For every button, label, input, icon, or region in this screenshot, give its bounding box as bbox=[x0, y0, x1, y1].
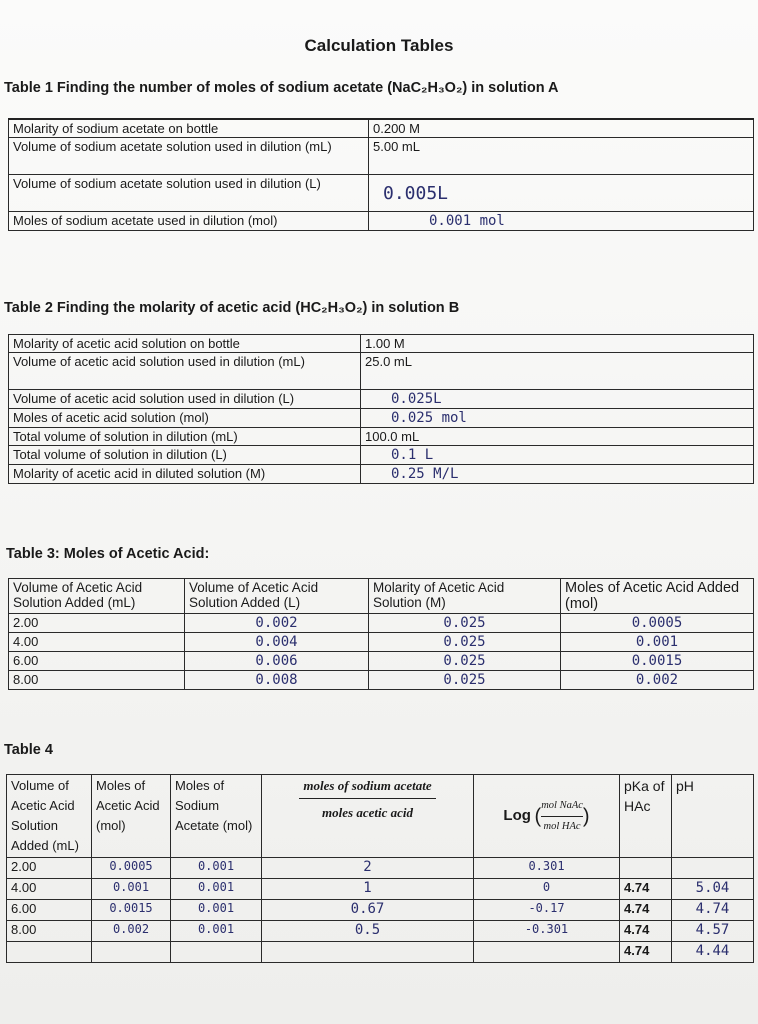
table-cell: 2.00 bbox=[9, 614, 185, 633]
table-cell-handwritten: 0.0015 bbox=[561, 652, 754, 671]
table-cell-handwritten: 0.002 bbox=[561, 671, 754, 690]
table-cell-handwritten: 0.0005 bbox=[92, 858, 171, 879]
table-row bbox=[9, 390, 754, 409]
table-cell-handwritten: -0.301 bbox=[474, 921, 620, 942]
column-header: Moles of Sodium Acetate (mol) bbox=[171, 775, 262, 858]
table-cell bbox=[262, 942, 474, 963]
table-cell-handwritten: 0.5 bbox=[262, 921, 474, 942]
table-cell-handwritten: 2 bbox=[262, 858, 474, 879]
table-cell: 6.00 bbox=[9, 652, 185, 671]
column-header: Moles of Acetic Acid (mol) bbox=[92, 775, 171, 858]
table-header-row bbox=[9, 579, 754, 614]
table-cell: 4.74 bbox=[620, 879, 672, 900]
table-row bbox=[9, 465, 754, 484]
table-row bbox=[7, 879, 754, 900]
column-header: Volume of Acetic Acid Solution Added (mL) bbox=[9, 579, 185, 614]
table-value: 5.00 mL bbox=[369, 138, 754, 175]
table-label: Volume of sodium acetate solution used in dilution (L) bbox=[9, 175, 369, 212]
table-cell-handwritten: 4.74 bbox=[672, 900, 754, 921]
table-value: 1.00 M bbox=[361, 335, 754, 353]
table-cell-handwritten: 0.001 bbox=[171, 921, 262, 942]
paren-close: ) bbox=[582, 805, 590, 827]
table-cell-handwritten: 4.44 bbox=[672, 942, 754, 963]
ratio-column-header bbox=[262, 775, 474, 858]
table2-caption: Table 2 Finding the molarity of acetic acid (HC₂H₃O₂) in solution B bbox=[4, 300, 460, 316]
table-cell-handwritten: 1 bbox=[262, 879, 474, 900]
table-row bbox=[9, 671, 754, 690]
table-label: Moles of acetic acid solution (mol) bbox=[9, 409, 361, 428]
table-value-handwritten: 0.25 M/L bbox=[361, 465, 754, 484]
table-cell-handwritten: 0.001 bbox=[171, 858, 262, 879]
table-cell bbox=[474, 942, 620, 963]
column-header: Volume of Acetic Acid Solution Added (mL) bbox=[7, 775, 92, 858]
table-cell bbox=[92, 942, 171, 963]
table-cell-handwritten: 0.025 bbox=[369, 671, 561, 690]
table-cell-handwritten: 0.001 bbox=[92, 879, 171, 900]
table-cell-handwritten: 0.001 bbox=[171, 900, 262, 921]
column-header: pKa of HAc bbox=[620, 775, 672, 858]
table-row bbox=[9, 446, 754, 465]
table-label: Moles of sodium acetate used in dilution (mol) bbox=[9, 212, 369, 231]
table-row bbox=[9, 138, 754, 175]
table-label: Total volume of solution in dilution (L) bbox=[9, 446, 361, 465]
table-cell-handwritten: 0.001 bbox=[561, 633, 754, 652]
table-header-row bbox=[7, 775, 754, 858]
table-cell-handwritten: 0 bbox=[474, 879, 620, 900]
table-value-handwritten: 0.025L bbox=[361, 390, 754, 409]
table-row bbox=[9, 652, 754, 671]
table-row bbox=[9, 614, 754, 633]
table-row bbox=[7, 858, 754, 879]
table-cell: 4.00 bbox=[7, 879, 92, 900]
paren-open: ( bbox=[534, 805, 542, 827]
table-cell: 8.00 bbox=[9, 671, 185, 690]
table-row bbox=[7, 921, 754, 942]
table1 bbox=[8, 118, 754, 231]
table3 bbox=[8, 578, 754, 690]
column-header: Volume of Acetic Acid Solution Added (L) bbox=[185, 579, 369, 614]
table-cell: 4.74 bbox=[620, 942, 672, 963]
table-value: 0.200 M bbox=[369, 119, 754, 138]
table2 bbox=[8, 334, 754, 484]
table-cell bbox=[620, 858, 672, 879]
table-label: Volume of acetic acid solution used in dilution (L) bbox=[9, 390, 361, 409]
table-row bbox=[7, 900, 754, 921]
table-cell: 4.74 bbox=[620, 900, 672, 921]
table-row bbox=[9, 119, 754, 138]
table-cell: 4.74 bbox=[620, 921, 672, 942]
log-label: Log bbox=[503, 806, 531, 824]
table-cell-handwritten: 0.002 bbox=[185, 614, 369, 633]
table-cell-handwritten: 0.002 bbox=[92, 921, 171, 942]
table1-caption: Table 1 Finding the number of moles of sodium acetate (NaC₂H₃O₂) in solution A bbox=[4, 80, 559, 96]
table-cell-handwritten: 5.04 bbox=[672, 879, 754, 900]
table-row bbox=[9, 633, 754, 652]
table-value-handwritten: 0.1 L bbox=[361, 446, 754, 465]
table-row bbox=[7, 942, 754, 963]
table-cell-handwritten: 4.57 bbox=[672, 921, 754, 942]
table-cell-handwritten: 0.001 bbox=[171, 879, 262, 900]
table-row bbox=[9, 409, 754, 428]
ratio-denominator: moles acetic acid bbox=[322, 805, 413, 820]
ratio-numerator: moles of sodium acetate bbox=[299, 776, 435, 799]
table-cell: 6.00 bbox=[7, 900, 92, 921]
table4 bbox=[6, 774, 754, 963]
table3-caption: Table 3: Moles of Acetic Acid: bbox=[6, 546, 210, 562]
table-cell-handwritten: 0.025 bbox=[369, 652, 561, 671]
table-row bbox=[9, 353, 754, 390]
table-cell-handwritten: -0.17 bbox=[474, 900, 620, 921]
table-row bbox=[9, 212, 754, 231]
table-value-handwritten: 0.005L bbox=[369, 175, 754, 212]
table-value: 100.0 mL bbox=[361, 428, 754, 446]
table-cell-handwritten: 0.025 bbox=[369, 614, 561, 633]
column-header: pH bbox=[672, 775, 754, 858]
table-cell-handwritten: 0.006 bbox=[185, 652, 369, 671]
log-numerator: mol NaAc bbox=[541, 796, 583, 817]
table-cell bbox=[7, 942, 92, 963]
column-header: Moles of Acetic Acid Added (mol) bbox=[561, 579, 754, 614]
table-cell-handwritten: 0.0005 bbox=[561, 614, 754, 633]
table-value: 25.0 mL bbox=[361, 353, 754, 390]
log-column-header bbox=[474, 775, 620, 858]
table-label: Volume of sodium acetate solution used in dilution (mL) bbox=[9, 138, 369, 175]
table-cell-handwritten: 0.008 bbox=[185, 671, 369, 690]
table-cell-handwritten: 0.025 bbox=[369, 633, 561, 652]
table-cell-handwritten bbox=[672, 858, 754, 879]
table-cell: 8.00 bbox=[7, 921, 92, 942]
log-denominator: mol HAc bbox=[543, 820, 581, 832]
table-row bbox=[9, 335, 754, 353]
table-cell bbox=[171, 942, 262, 963]
column-header: Molarity of Acetic Acid Solution (M) bbox=[369, 579, 561, 614]
table-label: Volume of acetic acid solution used in dilution (mL) bbox=[9, 353, 361, 390]
table-label: Total volume of solution in dilution (mL) bbox=[9, 428, 361, 446]
table-value-handwritten: 0.025 mol bbox=[361, 409, 754, 428]
table-label: Molarity of sodium acetate on bottle bbox=[9, 119, 369, 138]
table-label: Molarity of acetic acid in diluted solution (M) bbox=[9, 465, 361, 484]
page-title: Calculation Tables bbox=[304, 36, 454, 55]
log-fraction bbox=[541, 796, 583, 837]
table-cell-handwritten: 0.004 bbox=[185, 633, 369, 652]
table-cell-handwritten: 0.0015 bbox=[92, 900, 171, 921]
table-value-handwritten: 0.001 mol bbox=[369, 212, 754, 231]
table-cell: 4.00 bbox=[9, 633, 185, 652]
table-row bbox=[9, 428, 754, 446]
table-row bbox=[9, 175, 754, 212]
table-label: Molarity of acetic acid solution on bottle bbox=[9, 335, 361, 353]
table-cell-handwritten: 0.67 bbox=[262, 900, 474, 921]
table-cell-handwritten: 0.301 bbox=[474, 858, 620, 879]
table-cell: 2.00 bbox=[7, 858, 92, 879]
table4-caption: Table 4 bbox=[4, 742, 53, 758]
